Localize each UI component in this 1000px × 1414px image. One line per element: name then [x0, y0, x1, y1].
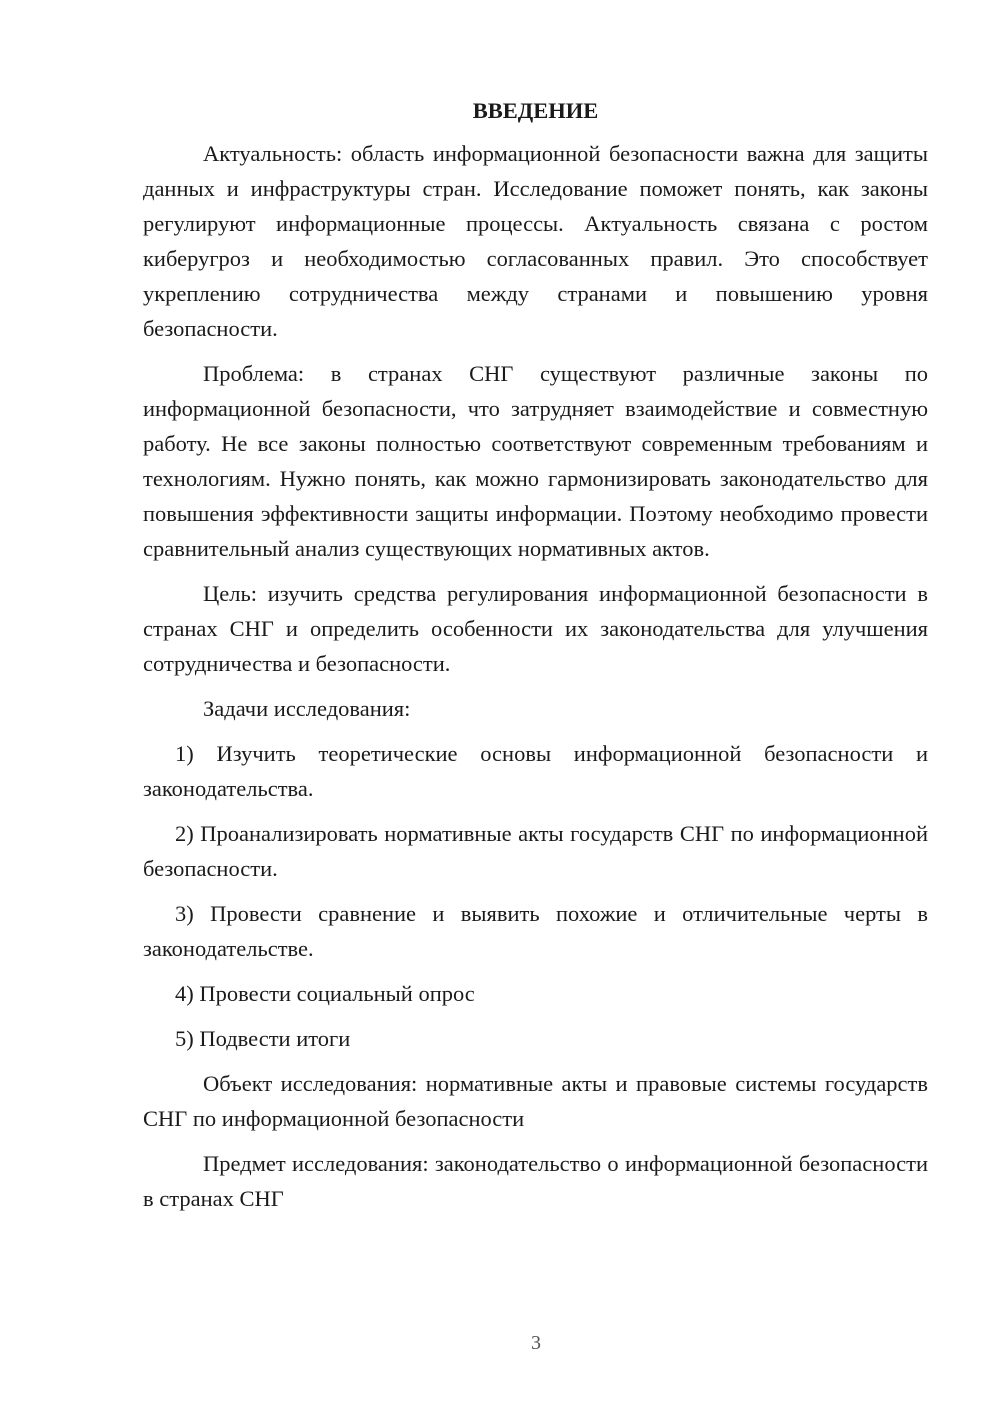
page-title: ВВЕДЕНИЕ — [472, 98, 599, 123]
relevance-paragraph: Актуальность: область информационной безопасности важна для защиты данных и инфраструктуры стран. Исследование поможет понять, как законы регулируют информационные процессы. Актуальность связана с ростом киберугроз и необходимостью согласованных правил. Это способствует укреплению сотрудничества между странами и повышению уровня безопасности. — [143, 141, 928, 341]
research-object-paragraph: Объект исследования: нормативные акты и правовые системы государств СНГ по информационной безопасности — [143, 1071, 928, 1131]
task-item: 5) Подвести итоги — [175, 1026, 351, 1051]
task-item: 4) Провести социальный опрос — [175, 981, 475, 1006]
task-item: 1) Изучить теоретические основы информационной безопасности и законодательства. — [143, 741, 928, 801]
tasks-heading: Задачи исследования: — [203, 696, 411, 721]
task-item: 2) Проанализировать нормативные акты государств СНГ по информационной безопасности. — [143, 821, 928, 881]
goal-paragraph: Цель: изучить средства регулирования информационной безопасности в странах СНГ и определить особенности их законодательства для улучшения сотрудничества и безопасности. — [143, 581, 928, 676]
page-number: 3 — [531, 1332, 541, 1354]
document-body — [143, 96, 928, 1226]
research-subject-paragraph: Предмет исследования: законодательство о информационной безопасности в странах СНГ — [143, 1151, 928, 1211]
task-item: 3) Провести сравнение и выявить похожие и отличительные черты в законодательстве. — [143, 901, 928, 961]
problem-paragraph: Проблема: в странах СНГ существуют различные законы по информационной безопасности, что затрудняет взаимодействие и совместную работу. Не все законы полностью соответствуют современным требованиям и технологиям. Нужно понять, как можно гармонизировать законодательство для повышения эффективности защиты информации. Поэтому необходимо провести сравнительный анализ существующих нормативных актов. — [143, 361, 928, 561]
